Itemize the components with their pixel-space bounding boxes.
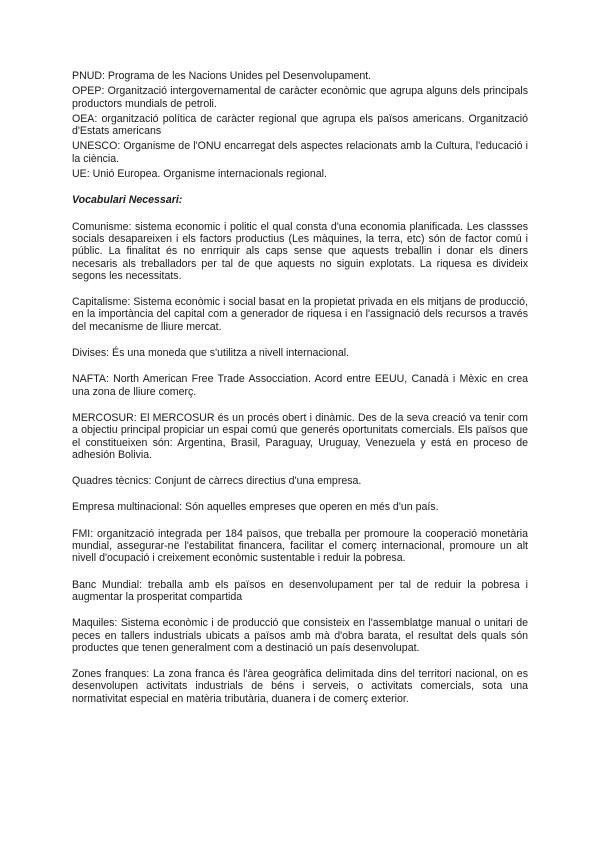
definition-empresa-multinacional: Empresa multinacional: Són aquelles empreses que operen en més d'un país. [72,501,439,514]
document-page [72,70,528,705]
acronym-ue: UE: Unió Europea. Organisme internacionals regional. [72,168,327,181]
definition-capitalisme: Capitalisme: Sistema econòmic i social basat en la propietat privada en els mitjans de producció, en la importància del capital com a generador de riquesa i en l'assignació dels recursos a través del mecanisme de lliure mercat. [72,296,528,333]
definition-maquiles: Maquiles: Sistema econòmic i de producció que consisteix en l'assemblatge manual o unitari de peces en tallers industrials ubicats a països amb mà d'obra barata, el resultat dels quals són productes que tenen generalment com a destinació un país desenvolupat. [72,617,528,654]
definition-fmi: FMI: organització integrada per 184 països, que treballa per promoure la cooperació monetària mundial, assegurar-ne l'estabilitat financera, facilitar el comerç internacional, promoure un alt nivell d'ocupació i creixement econòmic sustentable i reduir la pobresa. [72,527,528,565]
vocabulary-heading: Vocabulari Necessari: [72,194,183,207]
definition-divises: Divises: És una moneda que s'utilitza a nivell internacional. [72,347,350,360]
definition-banc-mundial: Banc Mundial: treballa amb els països en desenvolupament per tal de reduir la pobresa i augmentar la prosperitat compartida [72,578,528,603]
definition-nafta: NAFTA: North American Free Trade Assocciation. Acord entre EEUU, Canadà i Mèxic en crea una zona de lliure comerç. [72,373,528,398]
definition-mercosur: MERCOSUR: El MERCOSUR és un procés obert i dinàmic. Des de la seva creació va tenir com a objectiu principal propiciar un espai comú que generés oportunitats comercials. Els països que el constitueixen són: Argentina, Brasil, Paraguay, Uruguay, Venezuela y está en proceso de adhesión Bolivia. [72,411,528,461]
acronym-pnud: PNUD: Programa de les Nacions Unides pel Desenvolupament. [72,70,372,82]
definition-comunisme: Comunisme: sistema economic i politic el qual consta d'una economia planificada. Les classses socials desapareixen i els factors productius (Les màquines, la terra, etc) són de factor comú i públic. La finalitat és no enrriquir als caps sense que aquests treballin i donar els diners necesaris als treballadors per tal de que aquests no siguin explotats. La riquesa es divideix segons les necessitats. [72,220,528,282]
acronym-oea: OEA: organització política de caràcter regional que agrupa els països americans. Organització d'Estats americans [72,112,528,138]
definition-quadres-tecnics: Quadres tècnics: Conjunt de càrrecs directius d'una empresa. [72,475,362,488]
acronym-opep: OPEP: Organització intergovernamental de caràcter econòmic que agrupa alguns dels principals productors mundials de petroli. [72,85,528,110]
definition-zones-franques: Zones franques: La zona franca és l'àrea geogràfica delimitada dins del territori nacional, on es desenvolupen activitats industrials de béns i serveis, o activitats comercials, sota una normativitat especial en matèria tributària, duanera i de comerç exterior. [72,668,528,705]
acronym-unesco: UNESCO: Organisme de l'ONU encarregat dels aspectes relacionats amb la Cultura, l'educació i la ciència. [72,140,528,165]
